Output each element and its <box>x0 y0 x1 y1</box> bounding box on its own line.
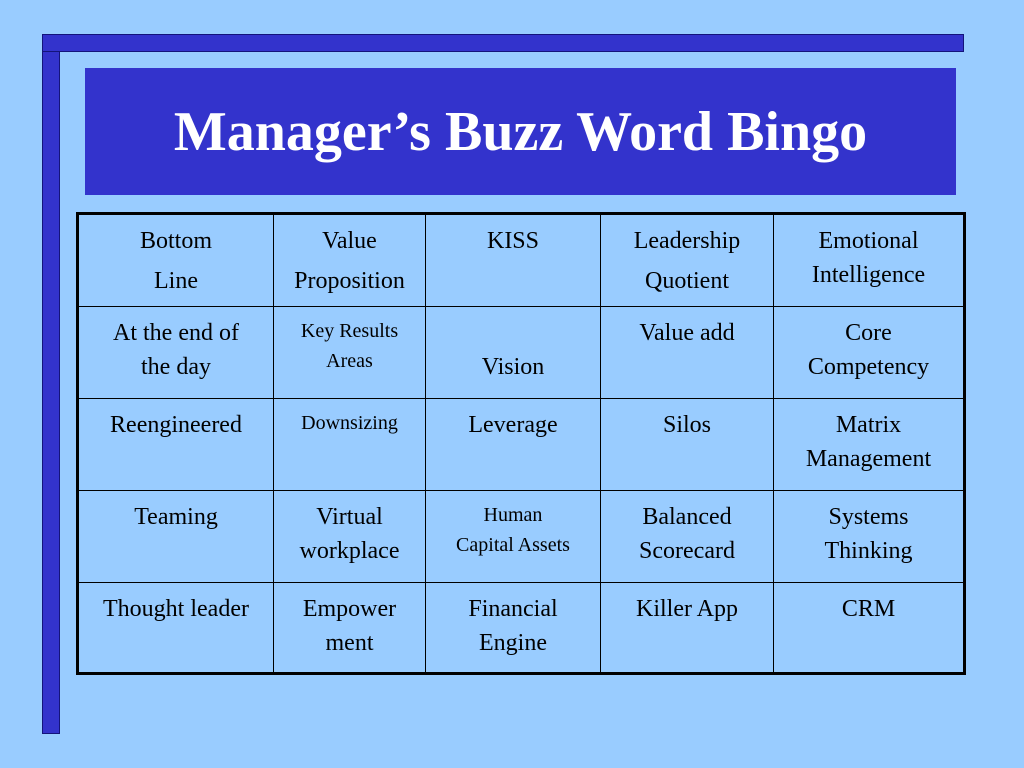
table-row <box>78 491 965 583</box>
cell-text: Emotional Intelligence <box>811 228 926 288</box>
bingo-cell <box>426 307 601 399</box>
bingo-cell <box>274 491 426 583</box>
bingo-cell <box>774 491 965 583</box>
cell-text: Systems Thinking <box>824 504 913 564</box>
cell-text: Killer App <box>636 596 738 622</box>
cell-text: Key Results Areas <box>300 320 399 372</box>
cell-text: KISS <box>486 228 540 254</box>
bingo-cell <box>78 491 274 583</box>
bingo-cell <box>274 214 426 307</box>
cell-text: CRM <box>841 596 896 622</box>
decorative-vertical-bar <box>42 34 60 734</box>
title-banner <box>85 68 956 195</box>
table-row <box>78 583 965 674</box>
cell-text: Virtual workplace <box>299 504 400 564</box>
table-row <box>78 214 965 307</box>
cell-text: Reengineered <box>110 412 242 438</box>
bingo-cell <box>601 399 774 491</box>
cell-text: Teaming <box>134 504 218 530</box>
decorative-horizontal-bar <box>42 34 964 52</box>
table-row <box>78 307 965 399</box>
bingo-cell <box>601 491 774 583</box>
bingo-cell <box>601 307 774 399</box>
bingo-cell <box>426 491 601 583</box>
bingo-grid <box>76 212 966 675</box>
bingo-cell <box>426 583 601 674</box>
cell-text: Leverage <box>468 412 558 438</box>
bingo-cell <box>601 214 774 307</box>
bingo-cell <box>78 214 274 307</box>
bingo-cell <box>426 214 601 307</box>
cell-text: Matrix Management <box>805 412 932 472</box>
cell-text: Downsizing <box>301 412 398 434</box>
table-row <box>78 399 965 491</box>
bingo-cell <box>78 307 274 399</box>
cell-text: Thought leader <box>103 596 249 622</box>
bingo-cell <box>426 399 601 491</box>
cell-text: Silos <box>662 412 712 438</box>
bingo-cell <box>274 583 426 674</box>
bingo-cell <box>774 307 965 399</box>
bingo-cell <box>601 583 774 674</box>
bingo-cell <box>78 583 274 674</box>
bingo-cell <box>274 399 426 491</box>
cell-text: Value Proposition <box>294 228 405 294</box>
cell-text: At the end of the day <box>113 320 239 380</box>
cell-text: Financial Engine <box>468 596 558 656</box>
bingo-cell <box>774 583 965 674</box>
cell-text: Human Capital Assets <box>456 504 570 556</box>
cell-text: Vision <box>481 354 545 380</box>
bingo-cell <box>274 307 426 399</box>
bingo-cell <box>78 399 274 491</box>
slide-title: Manager’s Buzz Word Bingo <box>173 100 868 163</box>
bingo-cell <box>774 214 965 307</box>
cell-text: Leadership Quotient <box>633 228 741 294</box>
cell-text: Empower ment <box>302 596 397 656</box>
cell-text: Core Competency <box>807 320 930 380</box>
cell-text: Value add <box>639 320 735 346</box>
bingo-cell <box>774 399 965 491</box>
cell-text: Balanced Scorecard <box>639 504 735 564</box>
cell-text: Bottom Line <box>139 228 212 294</box>
